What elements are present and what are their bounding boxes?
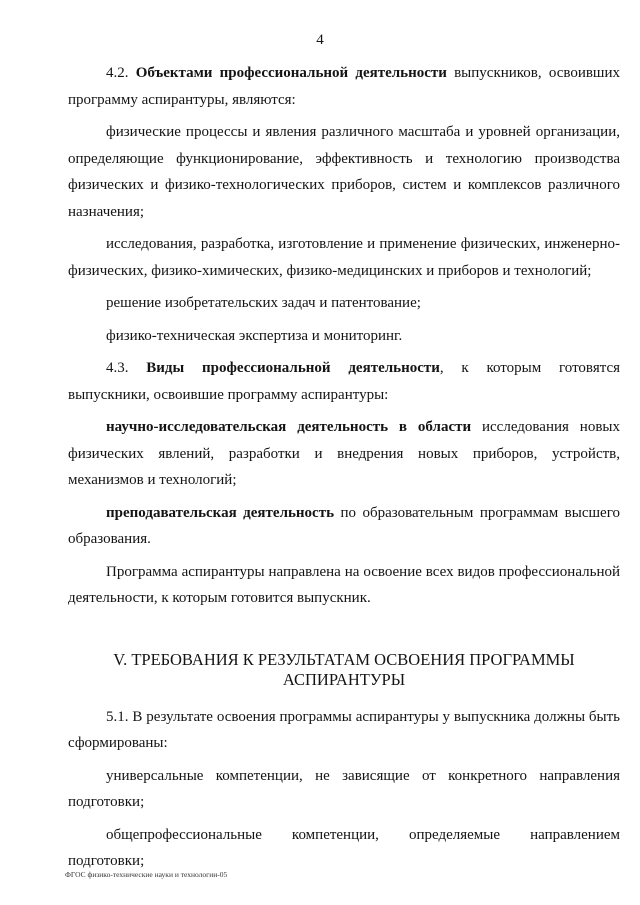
list-item: физические процессы и явления различного масштаба и уровней организации, определяющие функционирование, эффективность и технологию производства физических и физико-технологических приборов, систем и комплексов различного назначения; [68, 124, 620, 220]
page-number: 4 [316, 32, 324, 48]
list-item: общепрофессиональные компетенции, определяемые направлением подготовки; [68, 826, 620, 869]
section-heading-line: V. ТРЕБОВАНИЯ К РЕЗУЛЬТАТАМ ОСВОЕНИЯ ПРОГРАММЫ [113, 649, 575, 669]
bold-term: научно-исследовательская деятельность в области [106, 419, 472, 435]
list-item [68, 414, 620, 494]
list-item: исследования, разработка, изготовление и применение физических, инженерно-физических, физико-химических, физико-медицинских и приборов и технологий; [68, 236, 620, 279]
section-heading [68, 650, 620, 690]
clause-number: 4.3. [106, 360, 129, 376]
section-heading-line: АСПИРАНТУРЫ [282, 669, 406, 689]
paragraph-4-2 [68, 60, 620, 113]
paragraph-text: выпускников, освоивших программу аспирантуры, являются: [68, 65, 621, 108]
list-item: физико-техническая экспертиза и мониторинг. [106, 327, 403, 344]
list-item [68, 500, 620, 553]
document-body [68, 60, 620, 875]
list-item: универсальные компетенции, не зависящие от конкретного направления подготовки; [68, 767, 620, 810]
clause-number: 4.2. [106, 65, 129, 81]
bold-term: Объектами профессиональной деятельности [135, 65, 447, 81]
paragraph-text: , к которым готовятся выпускники, освоившие программу аспирантуры: [68, 360, 621, 403]
bold-term: Виды профессиональной деятельности [146, 360, 440, 376]
paragraph-text: исследования новых физических явлений, разработки и внедрения новых приборов, устройств, механизмов и технологий; [68, 419, 620, 488]
list-item: решение изобретательских задач и патентование; [106, 295, 421, 311]
paragraph-text: по образовательным программам высшего образования. [68, 504, 620, 547]
bold-term: преподавательская деятельность [106, 504, 335, 521]
page-footer: ФГОС физико-технические науки и технологии-05 [65, 870, 228, 879]
paragraph-5-1: 5.1. В результате освоения программы аспирантуры у выпускника должны быть сформированы: [68, 708, 620, 751]
paragraph-closing: Программа аспирантуры направлена на освоение всех видов профессиональной деятельности, к которым готовится выпускник. [68, 563, 620, 606]
paragraph-4-3 [68, 355, 620, 408]
